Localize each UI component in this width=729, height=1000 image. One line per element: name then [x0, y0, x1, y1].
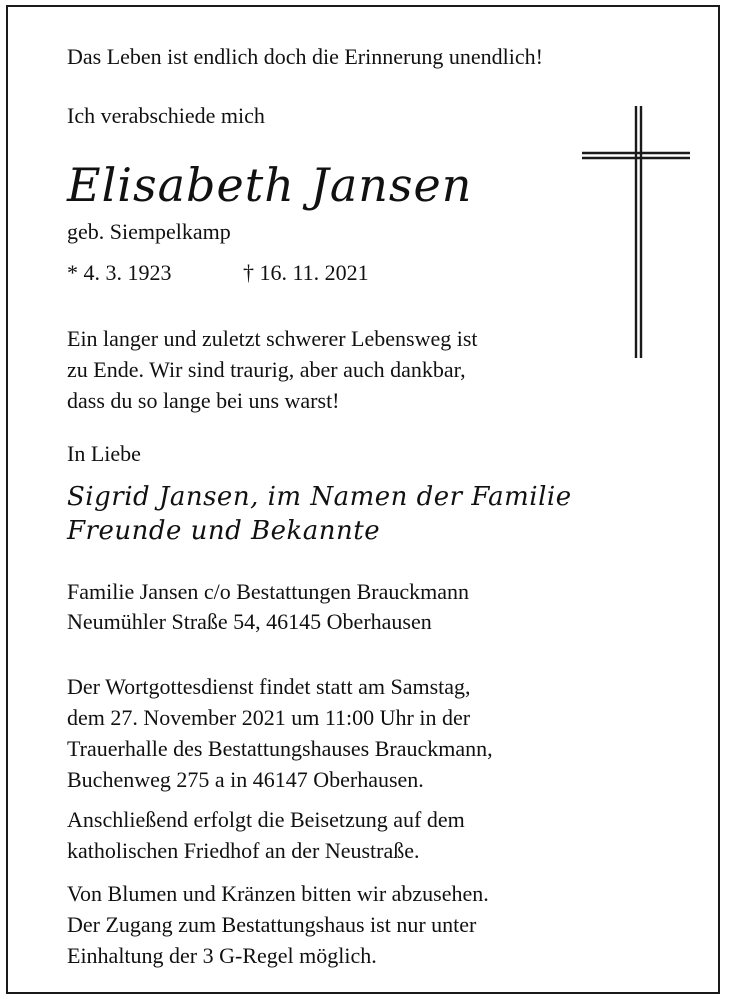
burial-line: katholischen Friedhof an der Neustraße. — [67, 838, 420, 863]
motto: Das Leben ist endlich doch die Erinnerung unendlich! — [67, 44, 543, 69]
farewell-line: Ich verabschiede mich — [67, 103, 265, 128]
address-line: Neumühler Straße 54, 46145 Oberhausen — [67, 609, 432, 634]
tribute-line: dass du so lange bei uns warst! — [67, 388, 340, 413]
tribute-line: zu Ende. Wir sind traurig, aber auch dankbar, — [67, 357, 466, 382]
mourner-line: Sigrid Jansen, im Namen der Familie — [67, 482, 572, 512]
deceased-name: Elisabeth Jansen — [67, 158, 473, 212]
burial-line: Anschließend erfolgt die Beisetzung auf dem — [67, 807, 465, 832]
notes-line: Der Zugang zum Bestattungshaus ist nur unter — [67, 912, 477, 937]
death-date: † 16. 11. 2021 — [243, 260, 369, 285]
notes-line: Einhaltung der 3 G-Regel möglich. — [67, 943, 377, 968]
service-line: Trauerhalle des Bestattungshauses Brauckmann, — [67, 736, 493, 761]
tribute-line: Ein langer und zuletzt schwerer Lebensweg ist — [67, 326, 478, 351]
cross-icon — [580, 104, 692, 360]
service-line: Der Wortgottesdienst findet statt am Samstag, — [67, 674, 471, 699]
service-line: Buchenweg 275 a in 46147 Oberhausen. — [67, 767, 424, 792]
in-love-line: In Liebe — [67, 441, 141, 466]
address-line: Familie Jansen c/o Bestattungen Brauckmann — [67, 579, 470, 604]
service-line: dem 27. November 2021 um 11:00 Uhr in der — [67, 705, 471, 730]
notes-line: Von Blumen und Kränzen bitten wir abzusehen. — [67, 881, 489, 906]
mourner-line: Freunde und Bekannte — [67, 516, 381, 546]
maiden-name: geb. Siempelkamp — [67, 219, 231, 244]
birth-date: * 4. 3. 1923 — [67, 260, 172, 285]
